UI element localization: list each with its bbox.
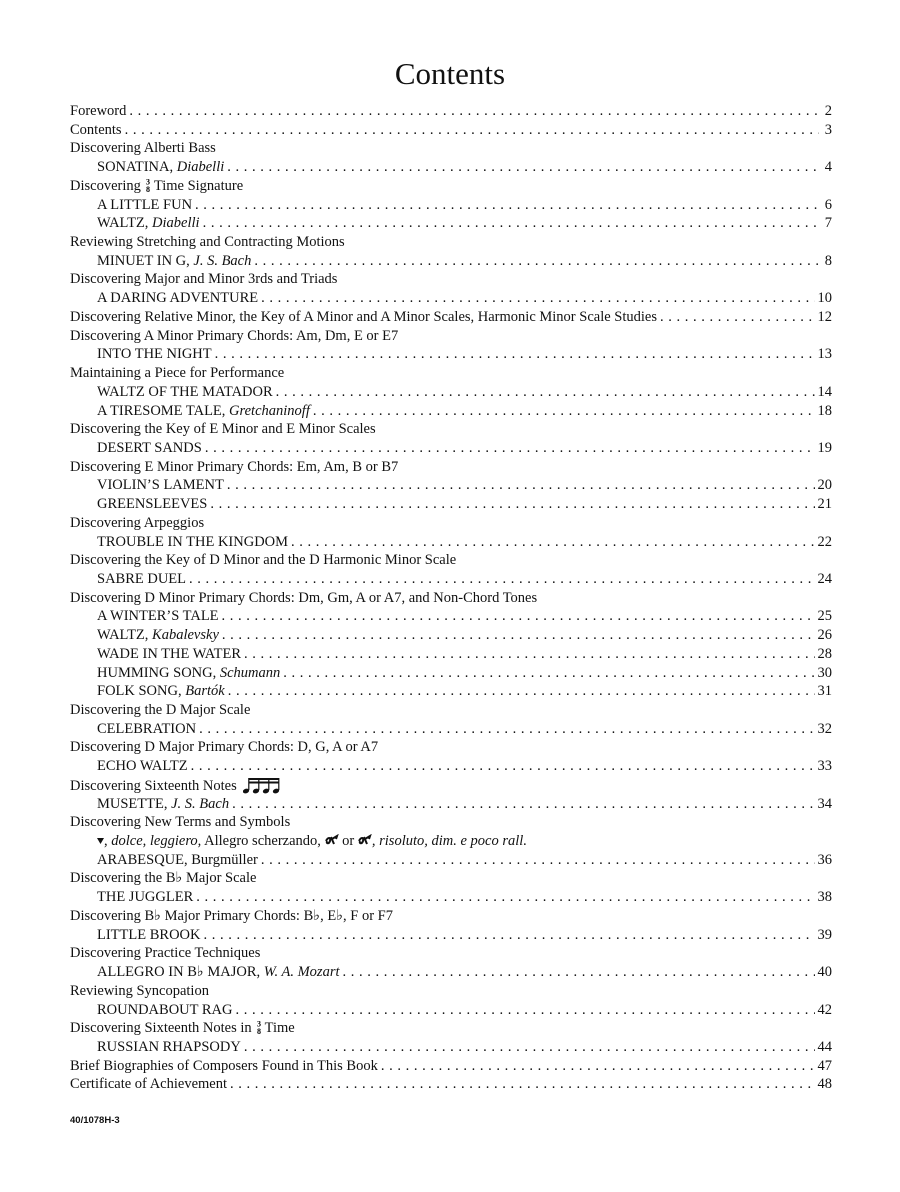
page-number: 19 xyxy=(817,439,832,456)
entry-title: WALTZ OF THE MATADOR xyxy=(97,383,273,400)
entry-label xyxy=(97,720,196,739)
page-number: 48 xyxy=(817,1076,832,1093)
entry-title: INTO THE NIGHT xyxy=(97,346,212,363)
entry-title: HUMMING SONG, xyxy=(97,664,220,681)
toc-sub-entry[interactable] xyxy=(70,570,832,589)
entry-label xyxy=(97,252,251,271)
entry-label xyxy=(97,495,207,514)
dot-leader xyxy=(205,439,815,458)
entry-title: Discovering Relative Minor, the Key of A Minor and A Minor Scales, Harmonic Minor Scale Studies xyxy=(70,308,657,325)
page-number: 18 xyxy=(817,402,832,419)
time-signature-icon xyxy=(255,1020,262,1034)
entry-title: MUSETTE, xyxy=(97,795,172,812)
entry-label xyxy=(70,420,376,439)
dot-leader xyxy=(343,963,815,982)
toc-section-entry xyxy=(70,907,832,926)
entry-label xyxy=(70,738,378,757)
entry-text: Discovering xyxy=(70,177,141,194)
dot-leader xyxy=(235,1001,814,1020)
entry-label xyxy=(70,869,256,888)
entry-label xyxy=(97,1001,232,1020)
entry-label xyxy=(70,982,209,1001)
toc-section-entry xyxy=(70,327,832,346)
entry-title: ARABESQUE, Burgmüller xyxy=(97,851,258,868)
entry-label xyxy=(70,364,284,383)
entry-title: Brief Biographies of Composers Found in This Book xyxy=(70,1057,378,1074)
entry-title: Discovering Arpeggios xyxy=(70,514,205,531)
entry-title: SABRE DUEL xyxy=(97,570,187,587)
toc-section-entry xyxy=(70,551,832,570)
dot-leader xyxy=(195,196,819,215)
svg-text:8: 8 xyxy=(145,184,150,193)
page-number: 36 xyxy=(817,851,832,868)
dot-leader xyxy=(276,383,815,402)
entry-label xyxy=(70,308,657,327)
entry-text: Allegro scherzando, xyxy=(201,833,325,850)
composer-name: Bartók xyxy=(185,683,225,700)
svg-text:8: 8 xyxy=(256,1027,261,1036)
toc-sub-entry[interactable] xyxy=(70,626,832,645)
page-number: 8 xyxy=(824,252,832,269)
toc-sub-entry[interactable] xyxy=(70,476,832,495)
toc-sub-entry[interactable] xyxy=(70,196,832,215)
page-number: 10 xyxy=(817,290,832,307)
entry-label xyxy=(97,832,527,851)
entry-label xyxy=(97,682,225,701)
dot-leader xyxy=(222,607,815,626)
entry-title: A TIRESOME TALE, xyxy=(97,402,230,419)
page-number: 39 xyxy=(817,926,832,943)
svg-text:3: 3 xyxy=(256,1020,261,1029)
page-number: 6 xyxy=(824,196,832,213)
entry-label xyxy=(97,926,201,945)
toc-sub-entry[interactable] xyxy=(70,289,832,308)
toc-sub-entry[interactable] xyxy=(70,963,832,982)
toc-sub-entry[interactable] xyxy=(70,1038,832,1057)
entry-label xyxy=(97,570,186,589)
dot-leader xyxy=(660,308,815,327)
page-number: 20 xyxy=(817,477,832,494)
entry-title: A DARING ADVENTURE xyxy=(97,290,259,307)
toc-section-entry xyxy=(70,458,832,477)
entry-label xyxy=(70,102,126,121)
toc-sub-entry[interactable] xyxy=(70,1001,832,1020)
composer-name: Kabalevsky xyxy=(152,627,219,644)
dot-leader xyxy=(381,1057,815,1076)
toc-sub-entry[interactable] xyxy=(70,495,832,514)
page-number: 13 xyxy=(817,346,832,363)
entry-title: Discovering B♭ Major Primary Chords: B♭, E♭, F or F7 xyxy=(70,907,393,924)
dot-leader xyxy=(191,757,815,776)
dot-leader xyxy=(227,158,819,177)
entry-title: VIOLIN’S LAMENT xyxy=(97,477,224,494)
toc-sub-entry[interactable] xyxy=(70,682,832,701)
toc-sub-entry[interactable] xyxy=(70,383,832,402)
dot-leader xyxy=(230,1075,814,1094)
entry-title: Discovering E Minor Primary Chords: Em, Am, B or B7 xyxy=(70,458,399,475)
page-number: 25 xyxy=(817,608,832,625)
entry-label xyxy=(97,196,192,215)
dot-leader xyxy=(254,252,819,271)
toc-sub-entry[interactable] xyxy=(70,607,832,626)
page-number: 21 xyxy=(817,496,832,513)
composer-name: J. S. Bach xyxy=(193,252,252,269)
dot-leader xyxy=(129,102,819,121)
entry-label xyxy=(97,289,258,308)
toc-section-entry xyxy=(70,1019,832,1038)
entry-label xyxy=(97,795,229,814)
entry-label xyxy=(97,214,200,233)
entry-label xyxy=(97,439,202,458)
dot-leader xyxy=(244,645,814,664)
entry-title: CELEBRATION xyxy=(97,720,197,737)
toc-sub-entry[interactable] xyxy=(70,851,832,870)
dot-leader xyxy=(283,664,814,683)
toc-section-entry[interactable] xyxy=(70,308,832,327)
entry-title: Discovering Major and Minor 3rds and Triads xyxy=(70,271,338,288)
toc-sub-entry[interactable] xyxy=(70,757,832,776)
entry-label xyxy=(70,270,337,289)
entry-title: ALLEGRO IN B♭ MAJOR, xyxy=(97,964,264,981)
composer-name: J. S. Bach xyxy=(171,795,230,812)
entry-label xyxy=(97,345,212,364)
entry-label xyxy=(70,1075,227,1094)
entry-label xyxy=(70,139,216,158)
entry-label xyxy=(97,533,288,552)
svg-text:3: 3 xyxy=(145,177,150,187)
entry-text: Discovering Sixteenth Notes xyxy=(70,777,237,794)
toc-section-entry[interactable] xyxy=(70,121,832,140)
composer-name: Diabelli xyxy=(176,159,225,176)
entry-label xyxy=(97,645,241,664)
entry-title: Contents xyxy=(70,121,122,138)
composer-name: Diabelli xyxy=(152,215,200,232)
entry-title: WADE IN THE WATER xyxy=(97,645,242,662)
page-number: 2 xyxy=(824,103,832,119)
toc-section-entry xyxy=(70,233,832,252)
term-italic: dolce, leggiero, xyxy=(111,833,202,850)
page-number: 34 xyxy=(817,795,832,812)
toc-section-entry xyxy=(70,813,832,832)
entry-label xyxy=(70,701,250,720)
entry-title: WALTZ, xyxy=(97,215,153,232)
entry-title: Discovering the D Major Scale xyxy=(70,702,251,718)
entry-title: A LITTLE FUN xyxy=(97,196,193,213)
dot-leader xyxy=(203,214,819,233)
toc-sub-entry[interactable] xyxy=(70,439,832,458)
toc-section-entry[interactable] xyxy=(70,1057,832,1076)
entry-label xyxy=(97,1038,241,1057)
toc-section-entry xyxy=(70,139,832,158)
page-number: 40 xyxy=(817,964,832,981)
entry-text: Discovering Sixteenth Notes in xyxy=(70,1020,252,1037)
toc-sub-entry[interactable] xyxy=(70,158,832,177)
entry-label xyxy=(70,776,285,795)
dot-leader xyxy=(189,570,814,589)
entry-label xyxy=(97,664,280,683)
toc-section-entry xyxy=(70,701,832,720)
entry-title: WALTZ, xyxy=(97,627,153,644)
dot-leader xyxy=(125,121,819,140)
entry-title: Foreword xyxy=(70,103,127,119)
entry-label xyxy=(70,944,260,963)
entry-label xyxy=(70,514,204,533)
entry-label xyxy=(70,813,290,832)
entry-title: Discovering D Minor Primary Chords: Dm, Gm, A or A7, and Non-Chord Tones xyxy=(70,589,538,606)
entry-text: Time Signature xyxy=(153,177,244,194)
toc-sub-entry[interactable] xyxy=(70,888,832,907)
entry-title: GREENSLEEVES xyxy=(97,496,208,513)
composer-name: Schumann xyxy=(219,664,281,681)
entry-label xyxy=(97,402,310,421)
entry-label xyxy=(70,458,398,477)
page-number: 44 xyxy=(817,1038,832,1055)
page-number: 42 xyxy=(817,1001,832,1018)
toc-section-entry xyxy=(70,420,832,439)
entry-label xyxy=(70,233,345,252)
entry-label xyxy=(97,963,340,982)
term-italic: , risoluto, dim. e poco rall. xyxy=(371,833,527,850)
time-signature-icon xyxy=(144,178,151,192)
sixteenth-notes-icon xyxy=(243,776,285,795)
entry-title: RUSSIAN RHAPSODY xyxy=(97,1038,241,1055)
entry-label xyxy=(97,851,258,870)
toc-sub-entry[interactable] xyxy=(70,345,832,364)
dot-leader xyxy=(215,345,815,364)
entry-label xyxy=(70,177,243,196)
entry-title: ECHO WALTZ xyxy=(97,758,188,775)
entry-title: LITTLE BROOK xyxy=(97,926,201,943)
entry-title: SONATINA, xyxy=(97,159,177,176)
entry-title: Reviewing Stretching and Contracting Motions xyxy=(70,234,345,251)
page-number: 14 xyxy=(817,383,832,400)
page-number: 7 xyxy=(824,215,832,232)
toc-sub-entry xyxy=(70,832,832,851)
toc-section-entry xyxy=(70,364,832,383)
page-title: Contents xyxy=(394,56,506,91)
dot-leader xyxy=(232,795,814,814)
toc-sub-entry[interactable] xyxy=(70,645,832,664)
page-number: 24 xyxy=(817,570,832,587)
entry-title: Discovering the Key of E Minor and E Minor Scales xyxy=(70,421,376,438)
sforzando-symbol-icon xyxy=(325,832,339,851)
catalog-number: 40/1078H-3 xyxy=(70,1115,120,1126)
entry-label xyxy=(70,121,122,140)
page-number: 30 xyxy=(817,664,832,681)
entry-title: Discovering the B♭ Major Scale xyxy=(70,870,257,887)
toc-sub-entry[interactable] xyxy=(70,533,832,552)
page-number: 3 xyxy=(824,121,832,138)
dot-leader xyxy=(199,720,814,739)
entry-label xyxy=(70,907,393,926)
entry-title: Discovering Practice Techniques xyxy=(70,945,261,962)
toc-sub-entry[interactable] xyxy=(70,926,832,945)
page-number: 22 xyxy=(817,533,832,550)
page-number: 12 xyxy=(817,308,832,325)
entry-title: Discovering Alberti Bass xyxy=(70,140,216,157)
entry-label xyxy=(70,589,537,608)
page-number: 28 xyxy=(817,645,832,662)
page-number: 4 xyxy=(824,159,832,176)
toc-section-entry xyxy=(70,738,832,757)
entry-title: FOLK SONG, xyxy=(97,683,186,700)
entry-title: Certificate of Achievement xyxy=(70,1076,228,1093)
toc-section-entry xyxy=(70,982,832,1001)
entry-label xyxy=(97,158,224,177)
entry-label xyxy=(97,888,193,907)
toc-section-entry xyxy=(70,270,832,289)
entry-title: Reviewing Syncopation xyxy=(70,982,209,999)
toc-section-entry xyxy=(70,944,832,963)
entry-title: MINUET IN G, xyxy=(97,252,194,269)
entry-label xyxy=(97,626,219,645)
toc-section-entry[interactable] xyxy=(70,102,832,121)
dot-leader xyxy=(210,495,814,514)
composer-name: W. A. Mozart xyxy=(263,964,340,981)
entry-text: , xyxy=(104,833,112,850)
dot-leader xyxy=(291,533,814,552)
entry-title: Discovering the Key of D Minor and the D Harmonic Minor Scale xyxy=(70,552,457,569)
dot-leader xyxy=(222,626,815,645)
entry-title: Maintaining a Piece for Performance xyxy=(70,365,285,382)
entry-title: Discovering D Major Primary Chords: D, G, A or A7 xyxy=(70,739,379,756)
entry-label xyxy=(97,607,219,626)
entry-title: ROUNDABOUT RAG xyxy=(97,1001,233,1018)
table-of-contents xyxy=(70,102,832,1094)
page-number: 47 xyxy=(817,1057,832,1074)
toc-sub-entry[interactable] xyxy=(70,720,832,739)
dot-leader xyxy=(261,289,814,308)
page-number: 38 xyxy=(817,889,832,906)
toc-sub-entry[interactable] xyxy=(70,252,832,271)
entry-text: Time xyxy=(264,1020,295,1037)
entry-label xyxy=(70,327,398,346)
entry-label xyxy=(97,383,273,402)
entry-title: THE JUGGLER xyxy=(97,889,194,906)
toc-sub-entry[interactable] xyxy=(70,402,832,421)
dot-leader xyxy=(313,402,815,421)
entry-title: TROUBLE IN THE KINGDOM xyxy=(97,533,289,550)
page-number: 32 xyxy=(817,720,832,737)
dot-leader xyxy=(244,1038,815,1057)
page-number: 33 xyxy=(817,758,832,775)
toc-sub-entry[interactable] xyxy=(70,214,832,233)
entry-title: DESERT SANDS xyxy=(97,439,202,456)
entry-label xyxy=(70,1019,295,1038)
toc-section-entry xyxy=(70,589,832,608)
entry-label xyxy=(97,757,188,776)
entry-title: A WINTER’S TALE xyxy=(97,608,219,625)
toc-section-entry xyxy=(70,177,832,196)
accent-symbol-icon xyxy=(97,832,104,851)
toc-sub-entry[interactable] xyxy=(70,664,832,683)
entry-label xyxy=(70,1057,378,1076)
composer-name: Gretchaninoff xyxy=(229,402,310,419)
dot-leader xyxy=(204,926,815,945)
entry-title: Discovering New Terms and Symbols xyxy=(70,814,291,831)
entry-label xyxy=(97,476,224,495)
page-number: 31 xyxy=(817,683,832,700)
toc-section-entry[interactable] xyxy=(70,1075,832,1094)
entry-label xyxy=(70,551,456,570)
entry-text: or xyxy=(338,833,358,850)
toc-section-entry xyxy=(70,776,832,795)
page-number: 26 xyxy=(817,627,832,644)
dot-leader xyxy=(196,888,814,907)
dot-leader xyxy=(227,476,815,495)
toc-sub-entry[interactable] xyxy=(70,795,832,814)
entry-title: Discovering A Minor Primary Chords: Am, Dm, E or E7 xyxy=(70,327,399,344)
toc-section-entry xyxy=(70,514,832,533)
dot-leader xyxy=(228,682,815,701)
dot-leader xyxy=(261,851,815,870)
sforzando-piano-symbol-icon xyxy=(358,832,372,851)
toc-section-entry xyxy=(70,869,832,888)
